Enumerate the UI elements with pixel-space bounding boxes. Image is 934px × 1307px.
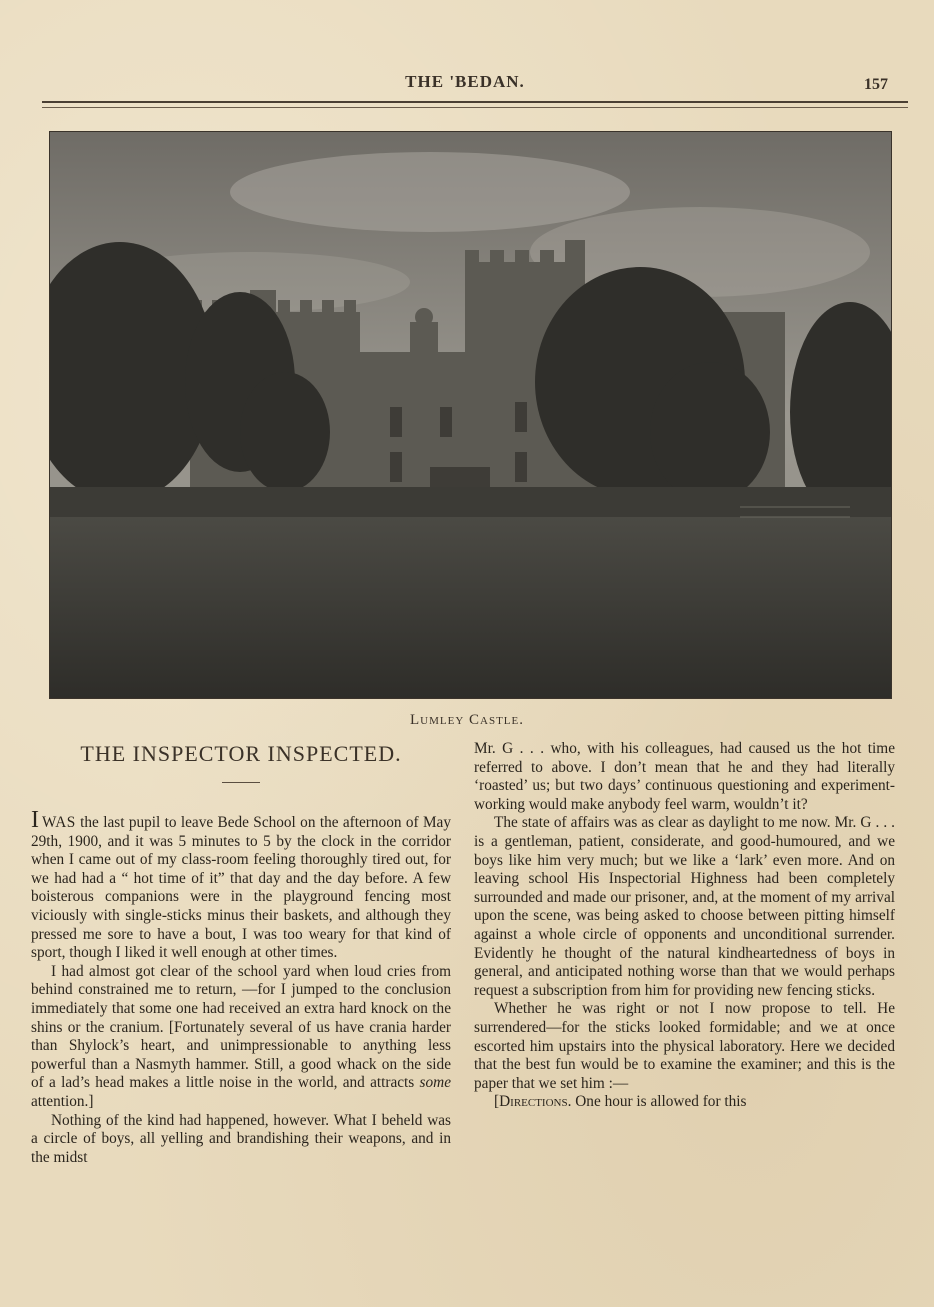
figure-caption: Lumley Castle. [410, 712, 524, 728]
emphasis-some: some [419, 1074, 451, 1092]
drop-cap: I [31, 807, 39, 833]
castle-photo-illustration [50, 132, 891, 698]
lead-word: WAS [42, 814, 76, 831]
directions-label: Directions. [499, 1093, 572, 1111]
paragraph-2 [31, 963, 451, 1112]
paragraph-2-text-b: attention.] [31, 1092, 94, 1110]
paragraph-1-text: the last pupil to leave Bede School on the afternoon of May 29th, 1900, and it was 5 minutes to 5 by the clock in the corridor when I came out of my class-room feeling thoroughly tired out, for we had had a “ hot time of it” that day and the day before. A few boisterous companions were in the playground fencing most viciously with single-sticks minus their baskets, and although they pressed me sore to have a bout, I was too weary for that kind of sport, though I liked it well enough at other times. [31, 814, 451, 962]
article-left-column [31, 740, 451, 1167]
paragraph-5: The state of affairs was as clear as daylight to me now. Mr. G . . . is a gentleman, patient, considerate, and good-humoured, and we boys like him very much; but we like a ‘lark’ even more. And on leaving school His Inspectorial Highness had been completely surrounded and made our prisoner, and, at the moment of my arrival upon the scene, was being asked to choose between pitting himself against a whole circle of opponents and unconditional surrender. Evidently he thought of the natural kindheartedness of boys in general, and anticipated nothing worse than that we would perhaps request a subscription from him for providing new fencing sticks. [474, 814, 895, 999]
title-rule [222, 782, 260, 783]
article-right-column [474, 740, 895, 1112]
journal-title: THE 'BEDAN. [405, 72, 525, 91]
paragraph-7-text: One hour is allowed for this [571, 1093, 747, 1111]
header-rule-thin [42, 107, 908, 108]
paragraph-1 [31, 807, 451, 963]
running-head [0, 70, 934, 94]
header-rule [42, 101, 908, 103]
page-number: 157 [864, 76, 888, 93]
paragraph-4: Mr. G . . . who, with his colleagues, had caused us the hot time referred to above. I don’t mean that he and they had literally ‘roasted’ us; but two days’ continuous questioning and experiment-working would make anybody feel warm, wouldn’t it? [474, 740, 895, 813]
paragraph-6: Whether he was right or not I now propose to tell. He surrendered—for the sticks looked formidable; and we at once escorted him upstairs into the physical laboratory. Here we decided that the best fun would be to examine the examiner; and this is the paper that we set him :— [474, 1000, 895, 1092]
castle-photograph [49, 131, 892, 699]
paragraph-7 [474, 1093, 895, 1112]
article-title: THE INSPECTOR INSPECTED. [80, 741, 402, 766]
bracket: [ [494, 1093, 500, 1111]
paragraph-2-text-a: I had almost got clear of the school yard when loud cries from behind constrained me to return, —for I jumped to the conclusion immediately that some one had received an extra hard knock on the shins or the cranium. [Fortunately several of us have crania harder than Shylock’s heart, and unimpressionable to anything less powerful than a Nasmyth hammer. Still, a good whack on the side of a lad’s head makes a little noise in the world, and attracts [31, 962, 451, 1092]
paragraph-3: Nothing of the kind had happened, however. What I beheld was a circle of boys, all yelling and brandishing their weapons, and in the midst [31, 1111, 451, 1166]
